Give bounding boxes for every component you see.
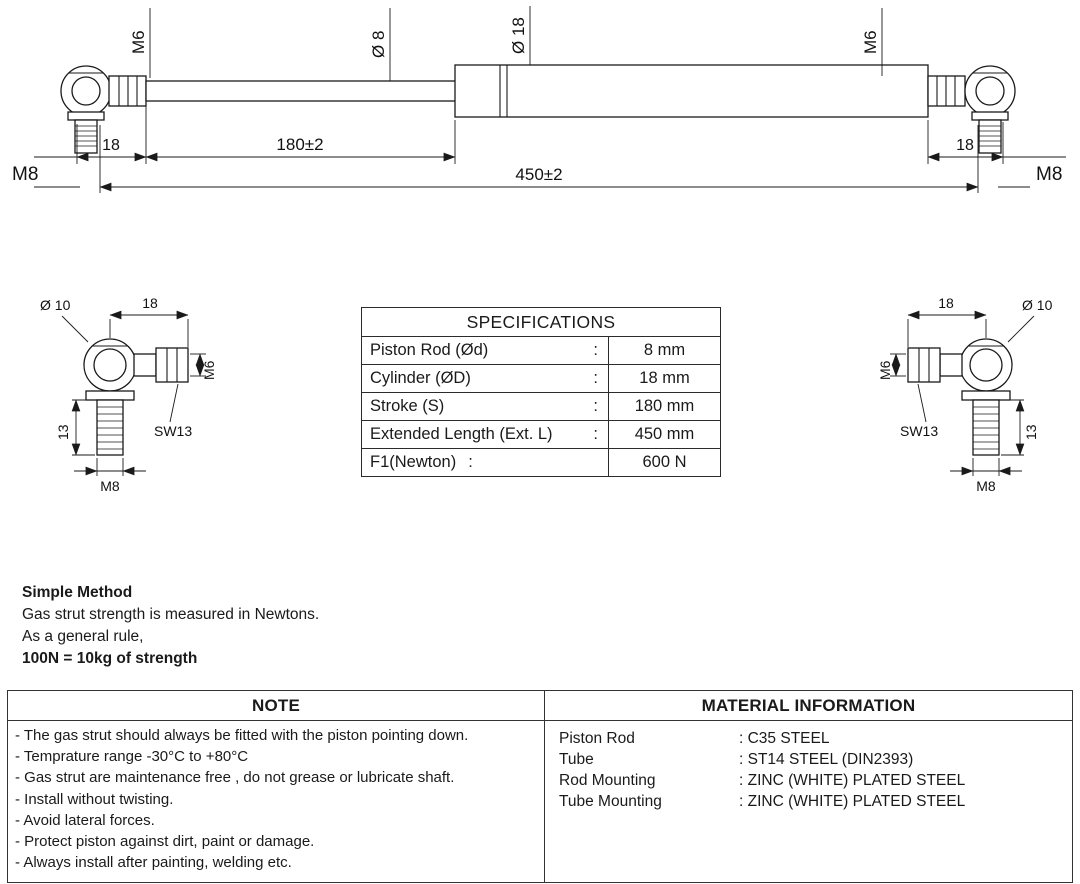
simple-method-block	[22, 582, 319, 670]
note-item: - Gas strut are maintenance free , do not grease or lubricate shaft.	[15, 769, 455, 787]
note-item: - The gas strut should always be fitted with the piston pointing down.	[15, 727, 469, 744]
label-m8-left: M8	[12, 164, 39, 185]
note-item: - Avoid lateral forces.	[15, 811, 155, 829]
spec-colon: :	[593, 369, 598, 387]
note-column	[8, 691, 545, 882]
detail-right-thread: M6	[877, 360, 893, 380]
simple-method-rule: 100N = 10kg of strength	[22, 650, 198, 667]
detail-left-ball-diameter: Ø 10	[40, 297, 71, 313]
material-row	[559, 749, 1058, 770]
material-label: Tube	[559, 751, 594, 768]
material-value: : ZINC (WHITE) PLATED STEEL	[739, 772, 966, 789]
note-item: - Temprature range -30°C to +80°C	[15, 748, 249, 766]
piston-rod	[146, 81, 456, 101]
ball-joint-detail-shapes	[62, 315, 206, 476]
label-m8-right: M8	[1036, 164, 1063, 185]
label-m6-left: M6	[129, 30, 148, 54]
gas-strut-side-view-drawing	[0, 0, 1080, 215]
spec-colon: :	[468, 453, 473, 471]
material-column	[545, 691, 1072, 882]
ball-joint-detail-right	[838, 290, 1068, 505]
note-header: NOTE	[8, 691, 544, 721]
detail-left-stud-thread: M8	[100, 478, 120, 494]
note-item: - Always install after painting, welding etc.	[15, 854, 292, 872]
spec-label: Piston Rod (Ød)	[370, 341, 489, 359]
spec-value: 450 mm	[609, 421, 721, 449]
spec-row-extended-length	[362, 421, 721, 449]
detail-left-wrench-size: SW13	[154, 423, 193, 439]
detail-right-socket-length: 18	[938, 295, 954, 311]
spec-colon: :	[593, 425, 598, 443]
detail-left-socket-length: 18	[142, 295, 158, 311]
detail-left-thread: M6	[201, 360, 217, 380]
spec-colon: :	[593, 341, 598, 359]
dim-extended-length: 450±2	[515, 165, 563, 184]
strut-assembly	[61, 65, 1015, 153]
specs-title: SPECIFICATIONS	[362, 308, 721, 337]
material-rows	[545, 721, 1072, 819]
simple-method-line: As a general rule,	[22, 628, 144, 645]
material-label: Tube Mounting	[559, 793, 662, 810]
dim-18-left: 18	[102, 137, 120, 154]
simple-method-line: Gas strut strength is measured in Newtons.	[22, 606, 320, 623]
simple-method-title: Simple Method	[22, 584, 133, 601]
spec-value: 600 N	[609, 449, 721, 477]
dim-18-right: 18	[956, 137, 974, 154]
detail-right-stud-length: 13	[1023, 424, 1039, 440]
note-item: - Protect piston against dirt, paint or damage.	[15, 833, 315, 851]
detail-right-ball-diameter: Ø 10	[1022, 297, 1053, 313]
dim-stroke: 180±2	[276, 135, 324, 154]
label-rod-diameter: Ø 8	[369, 30, 388, 58]
spec-label: Extended Length (Ext. L)	[370, 425, 553, 443]
ball-joint-detail-left	[28, 290, 258, 505]
material-value: : ZINC (WHITE) PLATED STEEL	[739, 793, 966, 810]
material-label: Piston Rod	[559, 730, 635, 747]
spec-colon: :	[593, 397, 598, 415]
note-material-table	[7, 690, 1073, 883]
label-cylinder-diameter: Ø 18	[509, 17, 528, 54]
detail-right-wrench-size: SW13	[900, 423, 939, 439]
cylinder-tube	[455, 65, 928, 117]
spec-value: 8 mm	[609, 337, 721, 365]
material-label: Rod Mounting	[559, 772, 656, 789]
spec-row-piston-rod	[362, 337, 721, 365]
label-m6-right: M6	[861, 30, 880, 54]
material-value: : C35 STEEL	[739, 730, 830, 747]
detail-right-stud-thread: M8	[976, 478, 996, 494]
spec-row-stroke	[362, 393, 721, 421]
material-row	[559, 770, 1058, 791]
spec-value: 180 mm	[609, 393, 721, 421]
specifications-table	[361, 307, 721, 477]
material-header: MATERIAL INFORMATION	[545, 691, 1072, 721]
spec-label: F1(Newton)	[370, 453, 457, 471]
material-row	[559, 791, 1058, 812]
note-items	[8, 721, 544, 877]
spec-row-force	[362, 449, 721, 477]
material-row	[559, 728, 1058, 749]
detail-left-stud-length: 13	[55, 424, 71, 440]
note-item: - Install without twisting.	[15, 790, 174, 808]
material-value: : ST14 STEEL (DIN2393)	[739, 751, 914, 768]
spec-label: Stroke (S)	[370, 397, 445, 415]
spec-value: 18 mm	[609, 365, 721, 393]
spec-row-cylinder	[362, 365, 721, 393]
spec-label: Cylinder (ØD)	[370, 369, 471, 387]
